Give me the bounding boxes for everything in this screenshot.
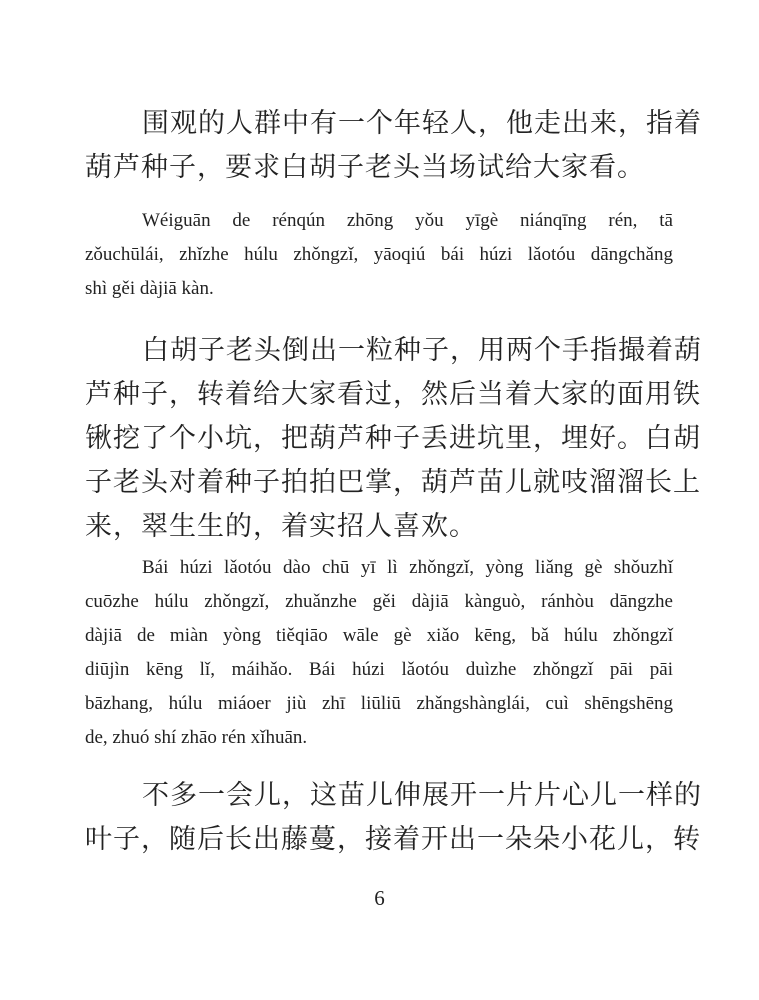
text-line: 叶子，随后长出藤蔓，接着开出一朵朵小花儿，转 — [85, 824, 701, 854]
text-line: bāzhang, húlu miáoer jiù zhī liūliū zhǎngshànglái, cuì shēngshēng — [85, 693, 673, 714]
text-line: 不多一会儿，这苗儿伸展开一片片心儿一样的 — [142, 780, 702, 810]
text-line: dàjiā de miàn yòng tiěqiāo wāle gè xiǎo kēng, bǎ húlu zhǒngzǐ — [85, 625, 673, 646]
text-line: 芦种子，转着给大家看过，然后当着大家的面用铁 — [85, 379, 701, 409]
text-line: 围观的人群中有一个年轻人，他走出来，指着 — [142, 108, 702, 138]
text-line: diūjìn kēng lǐ, máihǎo. Bái húzi lǎotóu duìzhe zhǒngzǐ pāi pāi — [85, 659, 673, 680]
text-line: 来，翠生生的，着实招人喜欢。 — [85, 511, 477, 541]
text-line: Bái húzi lǎotóu dào chū yī lì zhǒngzǐ, yòng liǎng gè shǒuzhǐ — [142, 557, 673, 578]
text-line: 锹挖了个小坑，把葫芦种子丢进坑里，埋好。白胡 — [85, 423, 701, 453]
text-line: Wéiguān de rénqún zhōng yǒu yīgè niánqīng rén, tā — [142, 210, 673, 231]
text-line: cuōzhe húlu zhǒngzǐ, zhuǎnzhe gěi dàjiā kànguò, ránhòu dāngzhe — [85, 591, 673, 612]
text-line: 葫芦种子，要求白胡子老头当场试给大家看。 — [85, 152, 645, 182]
text-line: 子老头对着种子拍拍巴掌，葫芦苗儿就吱溜溜长上 — [85, 467, 701, 497]
text-line: zǒuchūlái, zhǐzhe húlu zhǒngzǐ, yāoqiú bái húzi lǎotóu dāngchǎng — [85, 244, 673, 265]
page-number: 6 — [374, 886, 385, 910]
text-line: de, zhuó shí zhāo rén xǐhuān. — [85, 727, 308, 748]
text-line: 白胡子老头倒出一粒种子，用两个手指撮着葫 — [142, 335, 702, 365]
text-line: shì gěi dàjiā kàn. — [85, 278, 214, 299]
